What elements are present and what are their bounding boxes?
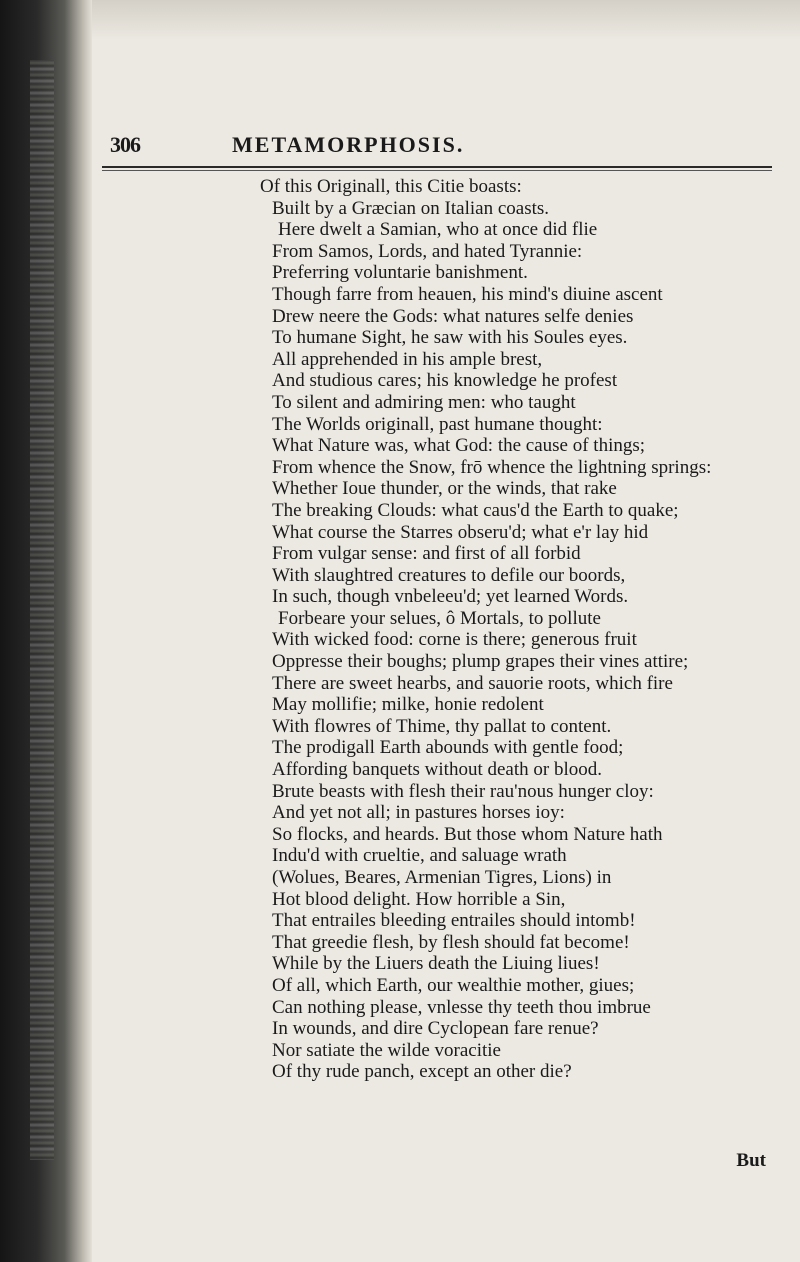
verse-line: Though farre from heauen, his mind's diuine ascent <box>272 283 663 305</box>
verse-line: (Wolues, Beares, Armenian Tigres, Lions) in <box>272 867 612 888</box>
verse-line: Oppresse their boughs; plump grapes their vines attire; <box>272 651 689 673</box>
book-page <box>92 0 800 1262</box>
spine-texture <box>30 60 54 1160</box>
verse-line: All apprehended in his ample brest, <box>272 348 543 370</box>
book-gutter <box>0 0 92 1262</box>
verse-line: Indu'd with crueltie, and saluage wrath <box>272 845 567 867</box>
verse-line: From vulgar sense: and first of all forbid <box>272 543 581 565</box>
verse-line: So flocks, and heards. But those whom Nature hath <box>272 823 663 845</box>
verse-line: And yet not all; in pastures horses ioy: <box>272 802 565 824</box>
verse-line: Preferring voluntarie banishment. <box>272 262 528 284</box>
verse-line: What Nature was, what God: the cause of things; <box>272 435 646 457</box>
verse-line: In wounds, and dire Cyclopean fare renue? <box>272 1018 599 1040</box>
verse-line: The Worlds originall, past humane thought: <box>272 413 603 435</box>
verse-line: The breaking Clouds: what caus'd the Earth to quake; <box>272 499 679 521</box>
header-rule <box>102 166 772 168</box>
verse-line: From whence the Snow, frō whence the lightning springs: <box>272 456 712 478</box>
verse-line: What course the Starres obseru'd; what e'r lay hid <box>272 521 649 543</box>
verse-line: Built by a Græcian on Italian coasts. <box>272 197 550 219</box>
verse-line: Of thy rude panch, except an other die? <box>272 1061 572 1083</box>
verse-line: From Samos, Lords, and hated Tyrannie: <box>272 240 583 262</box>
page-number: 306 <box>110 132 140 157</box>
verse-line: And studious cares; his knowledge he profest <box>272 370 618 392</box>
verse-line: Of all, which Earth, our wealthie mother, giues; <box>272 974 635 996</box>
verse-line: Nor satiate the wilde voracitie <box>272 1039 501 1061</box>
page-header <box>92 128 800 168</box>
verse-line: To silent and admiring men: who taught <box>272 391 576 413</box>
verse-line: Here dwelt a Samian, who at once did flie <box>278 219 598 241</box>
verse-line: In such, though vnbeleeu'd; yet learned Words. <box>272 586 629 608</box>
catchword: But <box>736 1150 766 1171</box>
verse-line: Drew neere the Gods: what natures selfe denies <box>272 305 634 327</box>
verse-line: Can nothing please, vnlesse thy teeth thou imbrue <box>272 996 651 1018</box>
verse-line: Of this Originall, this Citie boasts: <box>260 176 522 197</box>
verse-line: That greedie flesh, by flesh should fat become! <box>272 931 630 953</box>
verse-text <box>92 176 800 1083</box>
verse-line: With slaughtred creatures to defile our boords, <box>272 564 626 586</box>
verse-line: To humane Sight, he saw with his Soules eyes. <box>272 327 628 349</box>
page-footer <box>92 1150 800 1180</box>
verse-line: Whether Ioue thunder, or the winds, that rake <box>272 478 617 500</box>
verse-line: While by the Liuers death the Liuing liues! <box>272 953 600 975</box>
verse-line: With wicked food: corne is there; generous fruit <box>272 629 637 651</box>
verse-line: May mollifie; milke, honie redolent <box>272 694 544 716</box>
verse-line: Hot blood delight. How horrible a Sin, <box>272 888 566 910</box>
verse-line: Brute beasts with flesh their rau'nous hunger cloy: <box>272 780 654 802</box>
header-rule-thin <box>102 170 772 171</box>
verse-line: That entrailes bleeding entrailes should intomb! <box>272 910 636 932</box>
verse-line: The prodigall Earth abounds with gentle food; <box>272 737 624 759</box>
verse-line: Forbeare your selues, ô Mortals, to pollute <box>278 607 601 629</box>
verse-line: There are sweet hearbs, and sauorie roots, which fire <box>272 672 673 694</box>
verse-line: With flowres of Thime, thy pallat to content. <box>272 715 612 737</box>
verse-line: Affording banquets without death or blood. <box>272 759 602 781</box>
running-head: METAMORPHOSIS. <box>232 132 465 157</box>
